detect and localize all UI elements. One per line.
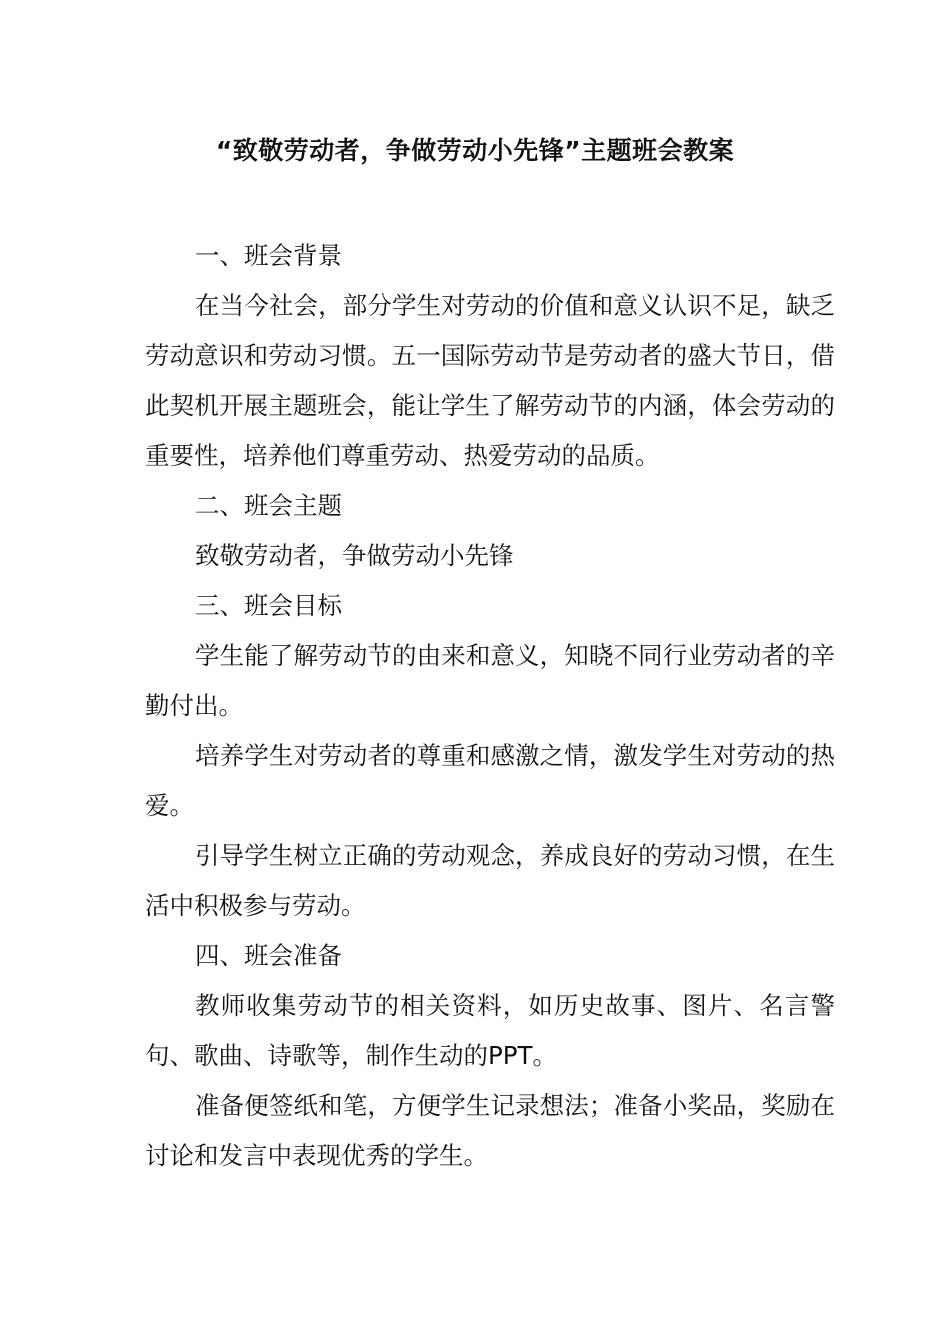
- section-heading-background: 一、班会背景: [195, 241, 342, 270]
- paragraph-theme: 致敬劳动者，争做劳动小先锋: [195, 541, 514, 570]
- paragraph-preparation-2: 准备便签纸和笔，方便学生记录想法；准备小奖品，奖励在讨论和发言中表现优秀的学生。: [145, 1091, 835, 1170]
- section-heading-goals: 三、班会目标: [195, 591, 342, 620]
- paragraph-goal-2: 培养学生对劳动者的尊重和感激之情，激发学生对劳动的热爱。: [145, 741, 835, 820]
- paragraph-goal-1: 学生能了解劳动节的由来和意义，知晓不同行业劳动者的辛勤付出。: [145, 641, 835, 720]
- document-title: “致敬劳动者，争做劳动小先锋”主题班会教案: [215, 136, 735, 165]
- paragraph-background: 在当今社会，部分学生对劳动的价值和意义认识不足，缺乏劳动意识和劳动习惯。五一国际劳动节是劳动者的盛大节日，借此契机开展主题班会，能让学生了解劳动节的内涵，体会劳动的重要性，培养他们尊重劳动、热爱劳动的品质。: [145, 291, 835, 470]
- section-heading-theme: 二、班会主题: [195, 491, 342, 520]
- section-heading-preparation: 四、班会准备: [195, 941, 342, 970]
- paragraph-preparation-1: 教师收集劳动节的相关资料，如历史故事、图片、名言警句、歌曲、诗歌等，制作生动的PPT。: [145, 991, 835, 1070]
- paragraph-goal-3: 引导学生树立正确的劳动观念，养成良好的劳动习惯，在生活中积极参与劳动。: [145, 841, 835, 920]
- document-body: [145, 231, 835, 1181]
